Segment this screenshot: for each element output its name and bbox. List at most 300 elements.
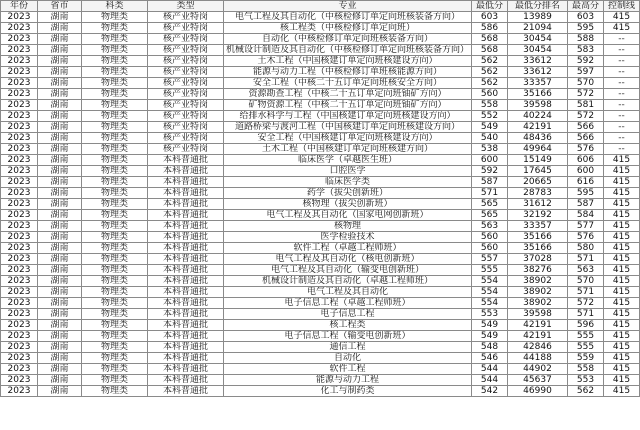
cell-max-score: 588 <box>568 34 604 45</box>
table-row <box>1 254 640 265</box>
cell-year: 2023 <box>1 276 38 287</box>
table-row <box>1 12 640 23</box>
cell-admission-type: 本科普通批 <box>148 276 224 287</box>
cell-year: 2023 <box>1 353 38 364</box>
cell-province: 湖南 <box>38 265 82 276</box>
cell-year: 2023 <box>1 177 38 188</box>
cell-subject-category: 物理类 <box>82 12 148 23</box>
cell-major: 临床医学（卓越医生班） <box>224 155 472 166</box>
cell-subject-category: 物理类 <box>82 100 148 111</box>
cell-control-line: 415 <box>604 331 640 342</box>
cell-control-line: -- <box>604 67 640 78</box>
cell-admission-type: 本科普通批 <box>148 188 224 199</box>
cell-min-score: 557 <box>472 254 508 265</box>
cell-max-score: 570 <box>568 78 604 89</box>
table-header <box>1 1 640 12</box>
cell-year: 2023 <box>1 133 38 144</box>
cell-year: 2023 <box>1 331 38 342</box>
cell-major: 安全工程（中国核建订单定向班核建设方向） <box>224 133 472 144</box>
cell-min-score: 586 <box>472 23 508 34</box>
cell-min-rank: 13989 <box>508 12 568 23</box>
cell-min-score: 554 <box>472 276 508 287</box>
cell-province: 湖南 <box>38 111 82 122</box>
cell-year: 2023 <box>1 243 38 254</box>
cell-max-score: 595 <box>568 23 604 34</box>
cell-control-line: -- <box>604 78 640 89</box>
cell-max-score: 571 <box>568 287 604 298</box>
cell-min-score: 549 <box>472 122 508 133</box>
cell-min-rank: 30454 <box>508 34 568 45</box>
cell-admission-type: 本科普通批 <box>148 254 224 265</box>
table-row <box>1 298 640 309</box>
cell-min-rank: 30454 <box>508 45 568 56</box>
header-year: 年份 <box>1 1 38 12</box>
cell-min-score: 565 <box>472 210 508 221</box>
cell-max-score: 616 <box>568 177 604 188</box>
cell-year: 2023 <box>1 265 38 276</box>
cell-admission-type: 本科普通批 <box>148 232 224 243</box>
cell-min-rank: 33612 <box>508 67 568 78</box>
cell-min-rank: 28783 <box>508 188 568 199</box>
table-row <box>1 243 640 254</box>
cell-admission-type: 核产业特岗 <box>148 111 224 122</box>
cell-control-line: 415 <box>604 254 640 265</box>
cell-control-line: 415 <box>604 243 640 254</box>
cell-subject-category: 物理类 <box>82 199 148 210</box>
cell-province: 湖南 <box>38 342 82 353</box>
cell-year: 2023 <box>1 232 38 243</box>
cell-admission-type: 核产业特岗 <box>148 100 224 111</box>
header-max-score: 最高分 <box>568 1 604 12</box>
cell-admission-type: 核产业特岗 <box>148 133 224 144</box>
cell-admission-type: 本科普通批 <box>148 166 224 177</box>
cell-subject-category: 物理类 <box>82 177 148 188</box>
cell-subject-category: 物理类 <box>82 232 148 243</box>
cell-subject-category: 物理类 <box>82 111 148 122</box>
cell-max-score: 558 <box>568 364 604 375</box>
cell-major: 机械设计制造及其自动化（卓越工程师班） <box>224 276 472 287</box>
cell-province: 湖南 <box>38 133 82 144</box>
cell-subject-category: 物理类 <box>82 221 148 232</box>
cell-min-score: 546 <box>472 353 508 364</box>
cell-max-score: 572 <box>568 111 604 122</box>
cell-control-line: 415 <box>604 364 640 375</box>
cell-min-score: 568 <box>472 34 508 45</box>
cell-min-score: 587 <box>472 177 508 188</box>
header-row <box>1 1 640 12</box>
table-row <box>1 188 640 199</box>
cell-admission-type: 核产业特岗 <box>148 23 224 34</box>
cell-control-line: 415 <box>604 386 640 397</box>
table-row <box>1 78 640 89</box>
cell-min-rank: 39598 <box>508 100 568 111</box>
cell-major: 化工与制药类 <box>224 386 472 397</box>
cell-year: 2023 <box>1 188 38 199</box>
table-row <box>1 210 640 221</box>
cell-year: 2023 <box>1 210 38 221</box>
cell-major: 软件工程（卓越工程师班） <box>224 243 472 254</box>
cell-max-score: 566 <box>568 122 604 133</box>
cell-major: 通信工程 <box>224 342 472 353</box>
cell-year: 2023 <box>1 254 38 265</box>
cell-min-rank: 15149 <box>508 155 568 166</box>
cell-control-line: 415 <box>604 23 640 34</box>
cell-admission-type: 本科普通批 <box>148 155 224 166</box>
cell-province: 湖南 <box>38 276 82 287</box>
cell-max-score: 572 <box>568 298 604 309</box>
cell-major: 电气工程及其自动化（输变电创新班） <box>224 265 472 276</box>
cell-major: 电气工程及其自动化（中核检修订单定向班核装备方向） <box>224 12 472 23</box>
cell-max-score: 595 <box>568 188 604 199</box>
table-row <box>1 364 640 375</box>
cell-province: 湖南 <box>38 56 82 67</box>
cell-max-score: 581 <box>568 100 604 111</box>
cell-admission-type: 本科普通批 <box>148 320 224 331</box>
cell-max-score: 571 <box>568 254 604 265</box>
cell-admission-type: 核产业特岗 <box>148 122 224 133</box>
cell-max-score: 562 <box>568 386 604 397</box>
cell-control-line: -- <box>604 122 640 133</box>
cell-min-rank: 33357 <box>508 221 568 232</box>
cell-control-line: -- <box>604 111 640 122</box>
cell-admission-type: 核产业特岗 <box>148 144 224 155</box>
cell-subject-category: 物理类 <box>82 144 148 155</box>
cell-province: 湖南 <box>38 320 82 331</box>
cell-min-rank: 49964 <box>508 144 568 155</box>
cell-province: 湖南 <box>38 364 82 375</box>
cell-min-score: 549 <box>472 320 508 331</box>
cell-major: 电子信息工程（卓越工程师班） <box>224 298 472 309</box>
table-row <box>1 23 640 34</box>
cell-min-score: 558 <box>472 100 508 111</box>
cell-min-score: 544 <box>472 375 508 386</box>
cell-major: 资源勘查工程（中核二十五订单定向班铀矿方向） <box>224 89 472 100</box>
cell-province: 湖南 <box>38 122 82 133</box>
cell-max-score: 566 <box>568 133 604 144</box>
cell-max-score: 596 <box>568 320 604 331</box>
cell-year: 2023 <box>1 320 38 331</box>
cell-subject-category: 物理类 <box>82 78 148 89</box>
cell-min-score: 554 <box>472 287 508 298</box>
cell-max-score: 571 <box>568 309 604 320</box>
cell-max-score: 583 <box>568 45 604 56</box>
cell-year: 2023 <box>1 199 38 210</box>
cell-control-line: -- <box>604 100 640 111</box>
cell-control-line: 415 <box>604 276 640 287</box>
cell-min-rank: 31612 <box>508 199 568 210</box>
cell-max-score: 570 <box>568 276 604 287</box>
cell-min-rank: 44188 <box>508 353 568 364</box>
table-row <box>1 199 640 210</box>
cell-min-rank: 17645 <box>508 166 568 177</box>
cell-min-score: 603 <box>472 12 508 23</box>
cell-control-line: 415 <box>604 177 640 188</box>
cell-year: 2023 <box>1 375 38 386</box>
header-min-score: 最低分 <box>472 1 508 12</box>
cell-admission-type: 本科普通批 <box>148 331 224 342</box>
cell-min-score: 548 <box>472 342 508 353</box>
cell-province: 湖南 <box>38 353 82 364</box>
cell-min-rank: 21094 <box>508 23 568 34</box>
cell-min-rank: 48436 <box>508 133 568 144</box>
cell-major: 电子信息工程 <box>224 309 472 320</box>
cell-province: 湖南 <box>38 100 82 111</box>
cell-major: 自动化 <box>224 353 472 364</box>
cell-province: 湖南 <box>38 298 82 309</box>
cell-province: 湖南 <box>38 188 82 199</box>
cell-admission-type: 核产业特岗 <box>148 78 224 89</box>
cell-year: 2023 <box>1 67 38 78</box>
cell-max-score: 603 <box>568 12 604 23</box>
cell-admission-type: 本科普通批 <box>148 177 224 188</box>
cell-subject-category: 物理类 <box>82 265 148 276</box>
cell-subject-category: 物理类 <box>82 210 148 221</box>
cell-max-score: 600 <box>568 166 604 177</box>
cell-min-score: 554 <box>472 298 508 309</box>
cell-min-score: 600 <box>472 155 508 166</box>
cell-year: 2023 <box>1 221 38 232</box>
header-min-rank: 最低分排名 <box>508 1 568 12</box>
cell-control-line: 415 <box>604 221 640 232</box>
cell-year: 2023 <box>1 78 38 89</box>
cell-year: 2023 <box>1 23 38 34</box>
cell-subject-category: 物理类 <box>82 298 148 309</box>
cell-admission-type: 核产业特岗 <box>148 89 224 100</box>
cell-subject-category: 物理类 <box>82 353 148 364</box>
cell-max-score: 553 <box>568 375 604 386</box>
cell-max-score: 576 <box>568 144 604 155</box>
header-major: 专业 <box>224 1 472 12</box>
cell-major: 临床医学类 <box>224 177 472 188</box>
cell-control-line: 415 <box>604 199 640 210</box>
table-row <box>1 111 640 122</box>
cell-subject-category: 物理类 <box>82 386 148 397</box>
cell-min-rank: 20665 <box>508 177 568 188</box>
table-row <box>1 287 640 298</box>
cell-year: 2023 <box>1 12 38 23</box>
cell-major: 电子信息工程（输变电创新班） <box>224 331 472 342</box>
cell-min-rank: 32192 <box>508 210 568 221</box>
cell-min-score: 571 <box>472 188 508 199</box>
cell-province: 湖南 <box>38 331 82 342</box>
cell-min-rank: 42191 <box>508 320 568 331</box>
cell-major: 给排水科学与工程（中国核建订单定向班核建设方向） <box>224 111 472 122</box>
cell-year: 2023 <box>1 100 38 111</box>
cell-control-line: 415 <box>604 210 640 221</box>
cell-subject-category: 物理类 <box>82 34 148 45</box>
cell-province: 湖南 <box>38 177 82 188</box>
cell-admission-type: 本科普通批 <box>148 309 224 320</box>
cell-province: 湖南 <box>38 221 82 232</box>
cell-max-score: 592 <box>568 56 604 67</box>
cell-subject-category: 物理类 <box>82 342 148 353</box>
cell-min-score: 563 <box>472 221 508 232</box>
cell-max-score: 587 <box>568 199 604 210</box>
cell-major: 核工程类 <box>224 320 472 331</box>
cell-admission-type: 核产业特岗 <box>148 45 224 56</box>
cell-major: 安全工程（中核二十五订单定向班核安全方向） <box>224 78 472 89</box>
cell-admission-type: 本科普通批 <box>148 221 224 232</box>
cell-year: 2023 <box>1 287 38 298</box>
cell-year: 2023 <box>1 111 38 122</box>
cell-subject-category: 物理类 <box>82 122 148 133</box>
cell-province: 湖南 <box>38 166 82 177</box>
cell-province: 湖南 <box>38 386 82 397</box>
table-row <box>1 133 640 144</box>
cell-province: 湖南 <box>38 155 82 166</box>
table-row <box>1 375 640 386</box>
cell-admission-type: 核产业特岗 <box>148 67 224 78</box>
table-row <box>1 320 640 331</box>
cell-min-score: 565 <box>472 199 508 210</box>
cell-admission-type: 本科普通批 <box>148 353 224 364</box>
cell-admission-type: 本科普通批 <box>148 243 224 254</box>
header-subject-category: 科类 <box>82 1 148 12</box>
cell-min-rank: 33357 <box>508 78 568 89</box>
cell-province: 湖南 <box>38 89 82 100</box>
cell-subject-category: 物理类 <box>82 309 148 320</box>
cell-min-rank: 33612 <box>508 56 568 67</box>
cell-control-line: 415 <box>604 155 640 166</box>
cell-subject-category: 物理类 <box>82 155 148 166</box>
cell-major: 电气工程及其自动化 <box>224 287 472 298</box>
cell-province: 湖南 <box>38 78 82 89</box>
table-row <box>1 45 640 56</box>
table-body <box>1 12 640 397</box>
table-row <box>1 265 640 276</box>
cell-min-score: 555 <box>472 265 508 276</box>
cell-min-rank: 44902 <box>508 364 568 375</box>
cell-min-score: 538 <box>472 144 508 155</box>
cell-min-rank: 38902 <box>508 276 568 287</box>
cell-min-score: 592 <box>472 166 508 177</box>
cell-max-score: 584 <box>568 210 604 221</box>
cell-control-line: 415 <box>604 353 640 364</box>
cell-province: 湖南 <box>38 232 82 243</box>
table-row <box>1 177 640 188</box>
cell-year: 2023 <box>1 309 38 320</box>
cell-min-rank: 45637 <box>508 375 568 386</box>
table-row <box>1 100 640 111</box>
cell-province: 湖南 <box>38 23 82 34</box>
cell-year: 2023 <box>1 166 38 177</box>
cell-year: 2023 <box>1 34 38 45</box>
cell-min-rank: 42191 <box>508 331 568 342</box>
cell-min-score: 562 <box>472 67 508 78</box>
cell-major: 自动化（中核检修订单定向班核装备方向） <box>224 34 472 45</box>
cell-control-line: 415 <box>604 298 640 309</box>
cell-min-score: 553 <box>472 309 508 320</box>
cell-max-score: 555 <box>568 342 604 353</box>
cell-admission-type: 本科普通批 <box>148 298 224 309</box>
cell-province: 湖南 <box>38 144 82 155</box>
cell-min-rank: 46990 <box>508 386 568 397</box>
cell-year: 2023 <box>1 89 38 100</box>
cell-year: 2023 <box>1 342 38 353</box>
cell-major: 电气工程及其自动化（核电创新班） <box>224 254 472 265</box>
table-row <box>1 353 640 364</box>
cell-major: 医学检验技术 <box>224 232 472 243</box>
cell-subject-category: 物理类 <box>82 133 148 144</box>
cell-min-score: 560 <box>472 232 508 243</box>
table-row <box>1 386 640 397</box>
cell-subject-category: 物理类 <box>82 254 148 265</box>
cell-min-rank: 38902 <box>508 298 568 309</box>
cell-subject-category: 物理类 <box>82 287 148 298</box>
cell-major: 药学（拔尖创新班） <box>224 188 472 199</box>
cell-min-rank: 35166 <box>508 232 568 243</box>
cell-control-line: 415 <box>604 320 640 331</box>
header-control-line: 控制线 <box>604 1 640 12</box>
cell-max-score: 577 <box>568 221 604 232</box>
cell-subject-category: 物理类 <box>82 276 148 287</box>
cell-min-rank: 40224 <box>508 111 568 122</box>
cell-subject-category: 物理类 <box>82 331 148 342</box>
cell-year: 2023 <box>1 122 38 133</box>
table-row <box>1 34 640 45</box>
cell-subject-category: 物理类 <box>82 364 148 375</box>
cell-admission-type: 核产业特岗 <box>148 12 224 23</box>
cell-year: 2023 <box>1 386 38 397</box>
cell-province: 湖南 <box>38 12 82 23</box>
cell-control-line: -- <box>604 133 640 144</box>
cell-max-score: 580 <box>568 243 604 254</box>
cell-control-line: 415 <box>604 166 640 177</box>
cell-province: 湖南 <box>38 254 82 265</box>
cell-min-score: 542 <box>472 386 508 397</box>
cell-major: 核物理（拔尖创新班） <box>224 199 472 210</box>
cell-province: 湖南 <box>38 45 82 56</box>
cell-major: 土木工程（中国核建订单定向班核建方向） <box>224 144 472 155</box>
cell-province: 湖南 <box>38 309 82 320</box>
table-row <box>1 67 640 78</box>
cell-subject-category: 物理类 <box>82 166 148 177</box>
cell-year: 2023 <box>1 56 38 67</box>
cell-max-score: 572 <box>568 89 604 100</box>
cell-control-line: -- <box>604 144 640 155</box>
cell-control-line: 415 <box>604 309 640 320</box>
cell-province: 湖南 <box>38 34 82 45</box>
cell-major: 核工程类（中核检修订单定向班） <box>224 23 472 34</box>
cell-max-score: 559 <box>568 353 604 364</box>
cell-control-line: 415 <box>604 188 640 199</box>
cell-min-rank: 38276 <box>508 265 568 276</box>
cell-major: 口腔医学 <box>224 166 472 177</box>
cell-subject-category: 物理类 <box>82 320 148 331</box>
table-row <box>1 144 640 155</box>
cell-province: 湖南 <box>38 210 82 221</box>
cell-province: 湖南 <box>38 243 82 254</box>
cell-major: 能源与动力工程 <box>224 375 472 386</box>
cell-max-score: 563 <box>568 265 604 276</box>
cell-admission-type: 本科普通批 <box>148 386 224 397</box>
cell-year: 2023 <box>1 364 38 375</box>
cell-province: 湖南 <box>38 67 82 78</box>
cell-min-score: 562 <box>472 56 508 67</box>
cell-max-score: 606 <box>568 155 604 166</box>
cell-min-score: 552 <box>472 111 508 122</box>
cell-min-rank: 37028 <box>508 254 568 265</box>
cell-major: 土木工程（中国核建订单定向班核建设方向） <box>224 56 472 67</box>
cell-min-score: 544 <box>472 364 508 375</box>
table-row <box>1 232 640 243</box>
cell-min-rank: 42846 <box>508 342 568 353</box>
cell-control-line: 415 <box>604 12 640 23</box>
cell-major: 能源与动力工程（中核检修订单班核能源方向） <box>224 67 472 78</box>
header-admission-type: 类型 <box>148 1 224 12</box>
cell-major: 机械设计制造及其自动化（中核检修订单定向班核装备方向） <box>224 45 472 56</box>
cell-min-score: 540 <box>472 133 508 144</box>
